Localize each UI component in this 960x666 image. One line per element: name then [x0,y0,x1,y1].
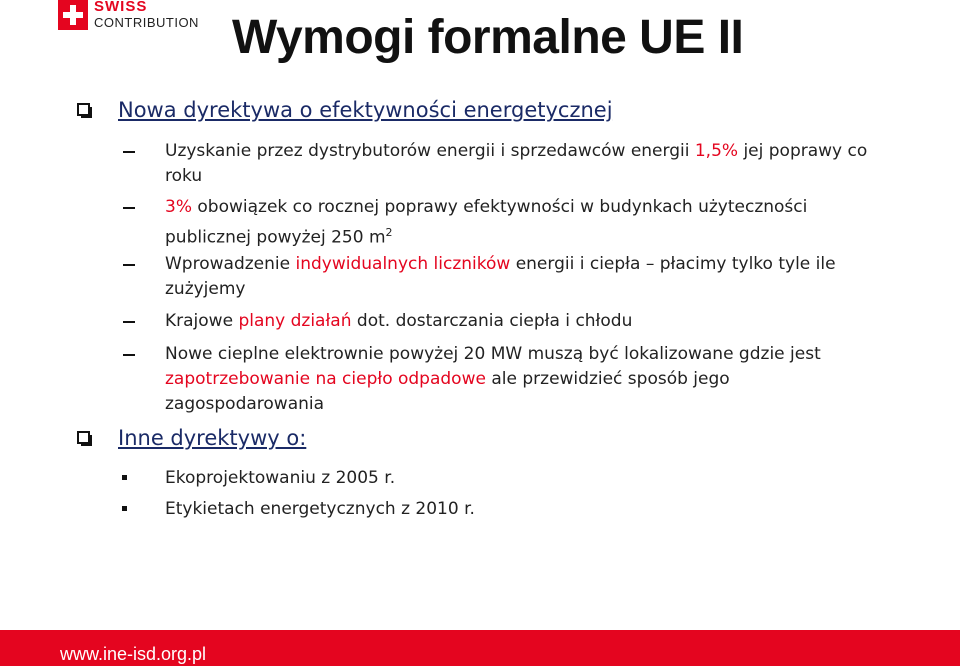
footer-url[interactable]: www.ine-isd.org.pl [60,644,207,664]
logo-line1: SWISS [94,0,148,15]
square-bullet-icon [122,506,127,511]
dash-bullet-icon [123,207,135,209]
checkbox-bullet-icon [77,431,90,444]
dash-bullet-icon [123,354,135,356]
list-item: 3% obowiązek co rocznej poprawy efektywności w budynkach użyteczności publicznej powyżej 250 $m^2$ [165,195,885,251]
footer-bar [0,630,960,666]
page-title: Wymogi formalne UE II [232,11,744,64]
list-item: Ekoprojektowaniu z 2005 r. [165,466,885,491]
checkbox-bullet-icon [77,103,90,116]
list-item: Nowe cieplne elektrownie powyżej 20 MW muszą być lokalizowane gdzie jest zapotrzebowanie na ciepło odpadowe ale przewidzieć sposób jego zagospodarowania [165,342,885,417]
list-item: Uzyskanie przez dystrybutorów energii i sprzedawców energii 1,5% jej poprawy co roku [165,139,885,189]
section-heading [118,98,613,122]
swiss-cross-icon [58,0,88,30]
dash-bullet-icon [123,264,135,266]
list-item: Krajowe plany działań dot. dostarczania ciepła i chłodu [165,309,885,334]
dash-bullet-icon [123,151,135,153]
list-item: Wprowadzenie indywidualnych liczników energii i ciepła – płacimy tylko tyle ile zużyjemy [165,252,885,302]
section-heading-text: Nowa dyrektywa o efektywności energetycznej [118,98,613,122]
square-bullet-icon [122,475,127,480]
section-heading [118,426,306,450]
list-item: Etykietach energetycznych z 2010 r. [165,497,885,522]
dash-bullet-icon [123,321,135,323]
section-heading-text: Inne dyrektywy o: [118,426,307,450]
logo-line2: CONTRIBUTION [94,15,199,30]
swiss-contribution-logo [58,0,218,36]
